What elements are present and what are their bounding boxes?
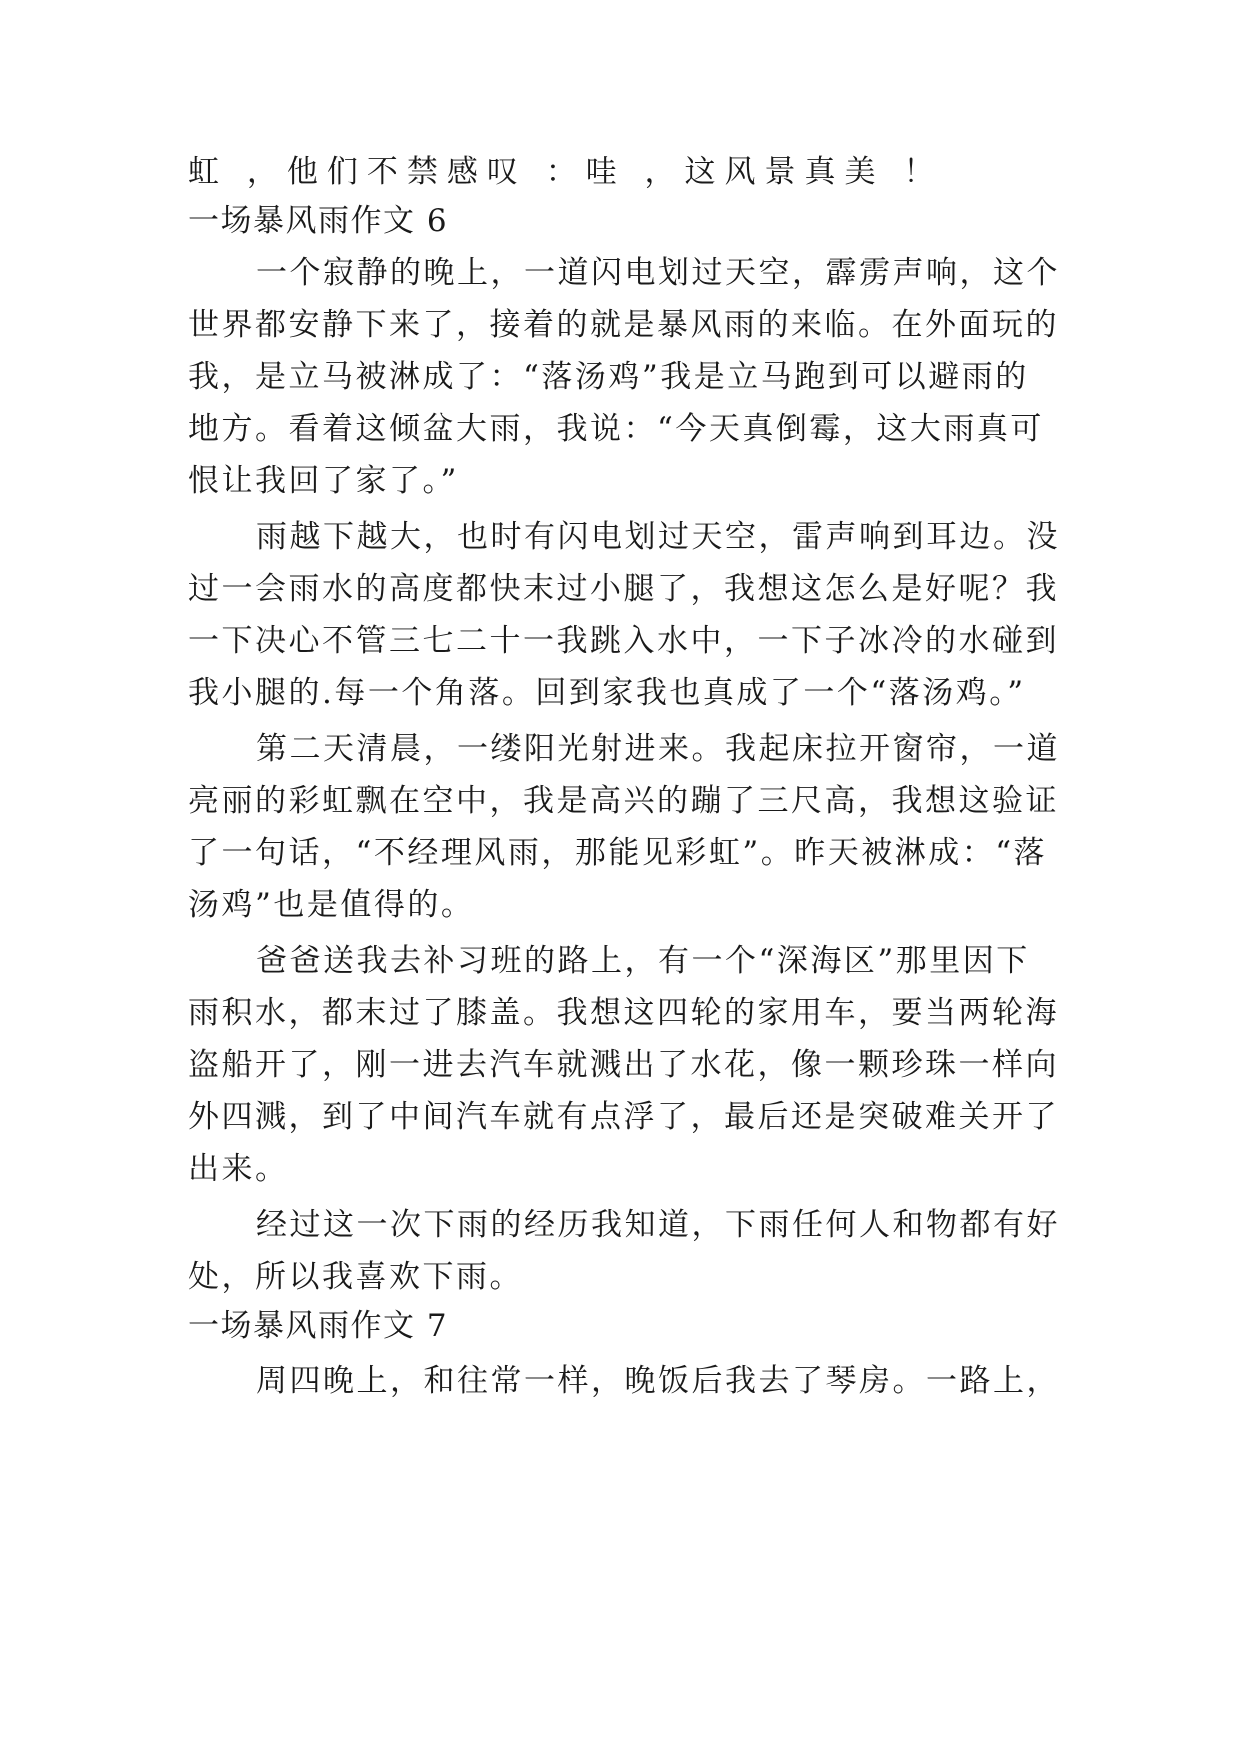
paragraph-line: 过一会雨水的高度都快末过小腿了，我想这怎么是好呢？我 — [188, 571, 1059, 607]
paragraph-line: 一下决心不管三七二十一我跳入水中，一下子冰冷的水碰到 — [188, 623, 1059, 659]
section-6-heading: 一场暴风雨作文 6 — [188, 203, 449, 239]
paragraph-line: 雨积水，都末过了膝盖。我想这四轮的家用车，要当两轮海 — [188, 995, 1059, 1031]
paragraph-line: 恨让我回了家了。” — [188, 463, 459, 499]
intro-line: 虹 ，他们不禁感叹 ：哇 ，这风景真美 ！ — [188, 154, 944, 190]
paragraph-line: 爸爸送我去补习班的路上，有一个“深海区”那里因下 — [256, 943, 1030, 979]
paragraph-line: 外四溅，到了中间汽车就有点浮了，最后还是突破难关开了 — [188, 1099, 1059, 1135]
paragraph-line: 处，所以我喜欢下雨。 — [188, 1259, 523, 1295]
paragraph-line: 周四晚上，和往常一样，晚饭后我去了琴房。一路上， — [256, 1363, 1060, 1399]
paragraph-line: 汤鸡”也是值得的。 — [188, 887, 475, 923]
paragraph-line: 我，是立马被淋成了：“落汤鸡”我是立马跑到可以避雨的 — [188, 359, 1029, 395]
paragraph-line: 雨越下越大，也时有闪电划过天空，雷声响到耳边。没 — [256, 519, 1060, 555]
paragraph-line: 地方。看着这倾盆大雨，我说：“今天真倒霉，这大雨真可 — [188, 411, 1044, 447]
paragraph-line: 世界都安静下来了，接着的就是暴风雨的来临。在外面玩的 — [188, 307, 1059, 343]
paragraph-line: 出来。 — [188, 1151, 289, 1187]
paragraph-line: 了一句话，“不经理风雨，那能见彩虹”。昨天被淋成：“落 — [188, 835, 1048, 871]
paragraph-line: 盗船开了，刚一进去汽车就溅出了水花，像一颗珍珠一样向 — [188, 1047, 1059, 1083]
paragraph-line: 经过这一次下雨的经历我知道，下雨任何人和物都有好 — [256, 1207, 1060, 1243]
paragraph-line: 我小腿的.每一个角落。回到家我也真成了一个“落汤鸡。” — [188, 675, 1026, 711]
paragraph-line: 第二天清晨，一缕阳光射进来。我起床拉开窗帘，一道 — [256, 731, 1060, 767]
paragraph-line: 亮丽的彩虹飘在空中，我是高兴的蹦了三尺高，我想这验证 — [188, 783, 1059, 819]
section-7-heading: 一场暴风雨作文 7 — [188, 1308, 449, 1344]
paragraph-line: 一个寂静的晚上，一道闪电划过天空，霹雳声响，这个 — [256, 255, 1060, 291]
